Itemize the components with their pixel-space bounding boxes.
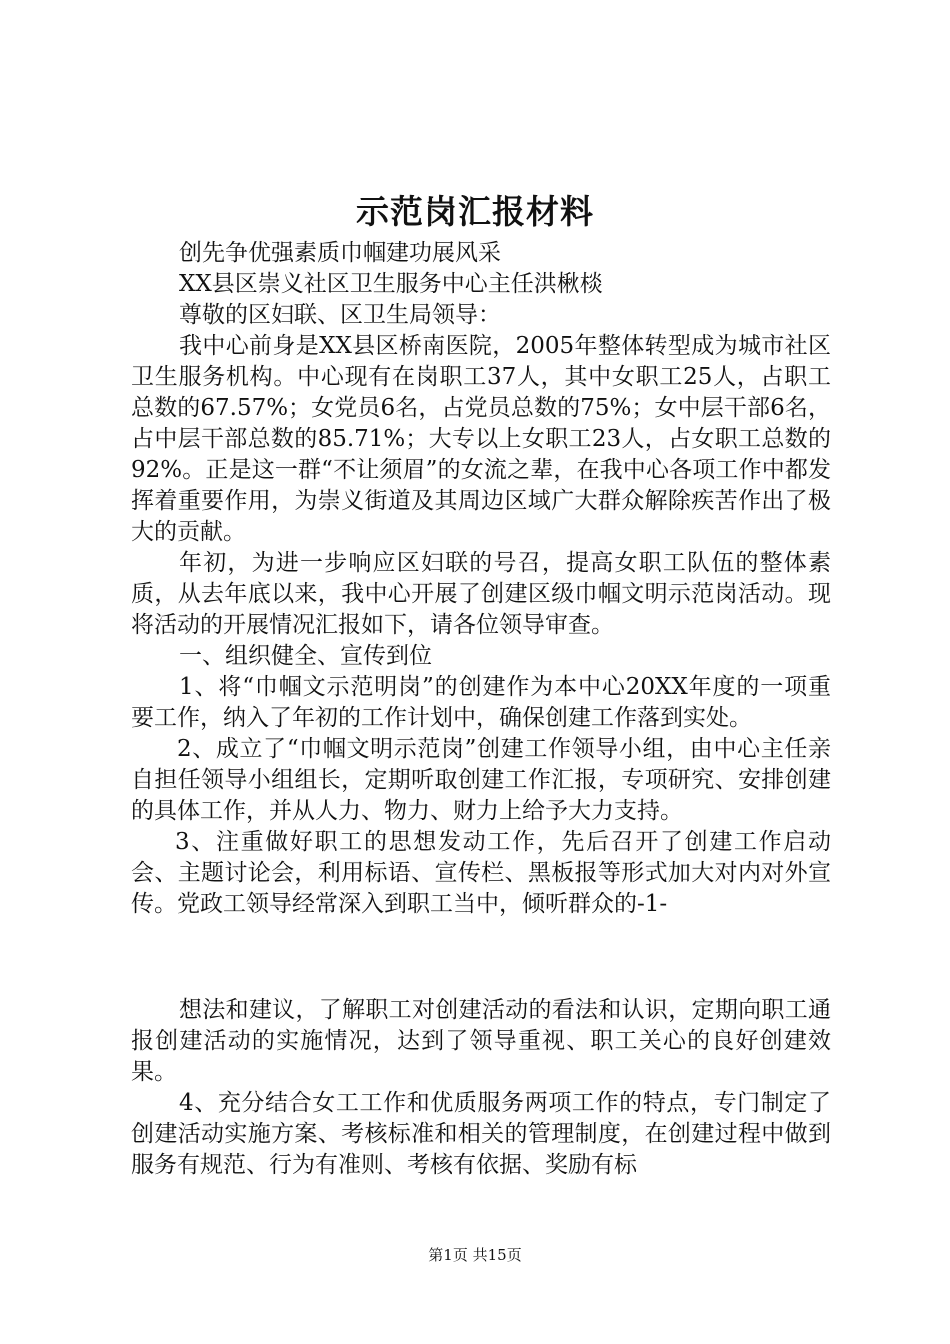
body-paragraph: 想法和建议，了解职工对创建活动的看法和认识，定期向职工通报创建活动的实施情况，达到了领导重视、职工关心的良好创建效果。 [131,997,831,1085]
salutation: 尊敬的区妇联、区卫生局领导： [179,302,501,328]
body-paragraph: 3、注重做好职工的思想发动工作，先后召开了创建工作启动会、主题讨论会，利用标语、宣传栏、黑板报等形式加大对内对外宣传。党政工领导经常深入到职工当中，倾听群众的-1- [131,829,831,917]
body-paragraph: 4、充分结合女工工作和优质服务两项工作的特点，专门制定了创建活动实施方案、考核标准和相关的管理制度，在创建过程中做到服务有规范、行为有准则、考核有依据、奖励有标 [131,1090,831,1178]
body-paragraph: 2、成立了“巾帼文明示范岗”创建工作领导小组，由中心主任亲自担任领导小组组长，定期听取创建工作汇报，专项研究、安排创建的具体工作，并从人力、物力、财力上给予大力支持。 [131,736,831,824]
document-body-section-2 [131,995,831,1181]
subtitle-line: 创先争优强素质巾帼建功展风采 [179,240,501,266]
body-paragraph: 我中心前身是XX县区桥南医院，2005年整体转型成为城市社区卫生服务机构。中心现有在岗职工37人，其中女职工25人，占职工总数的67.57%；女党员6名，占党员总数的75%；女中层干部6名，占中层干部总数的85.71%；大专以上女职工23人，占女职工总数的92%。正是这一群“不让须眉”的女流之辈，在我中心各项工作中都发挥着重要作用，为崇义街道及其周边区域广大群众解除疾苦作出了极大的贡献。 [131,333,831,545]
document-title: 示范岗汇报材料 [356,192,594,231]
document-body-section-1 [131,238,831,920]
author-line: XX县区崇义社区卫生服务中心主任洪楸棪 [179,271,603,297]
section-heading: 一、组织健全、宣传到位 [179,643,432,669]
page-footer: 第1页 共15页 [428,1246,522,1264]
body-paragraph: 1、将“巾帼文示范明岗”的创建作为本中心20XX年度的一项重要工作，纳入了年初的工作计划中，确保创建工作落到实处。 [131,674,831,731]
body-paragraph: 年初，为进一步响应区妇联的号召，提高女职工队伍的整体素质，从去年底以来，我中心开展了创建区级巾帼文明示范岗活动。现将活动的开展情况汇报如下，请各位领导审查。 [131,550,831,638]
